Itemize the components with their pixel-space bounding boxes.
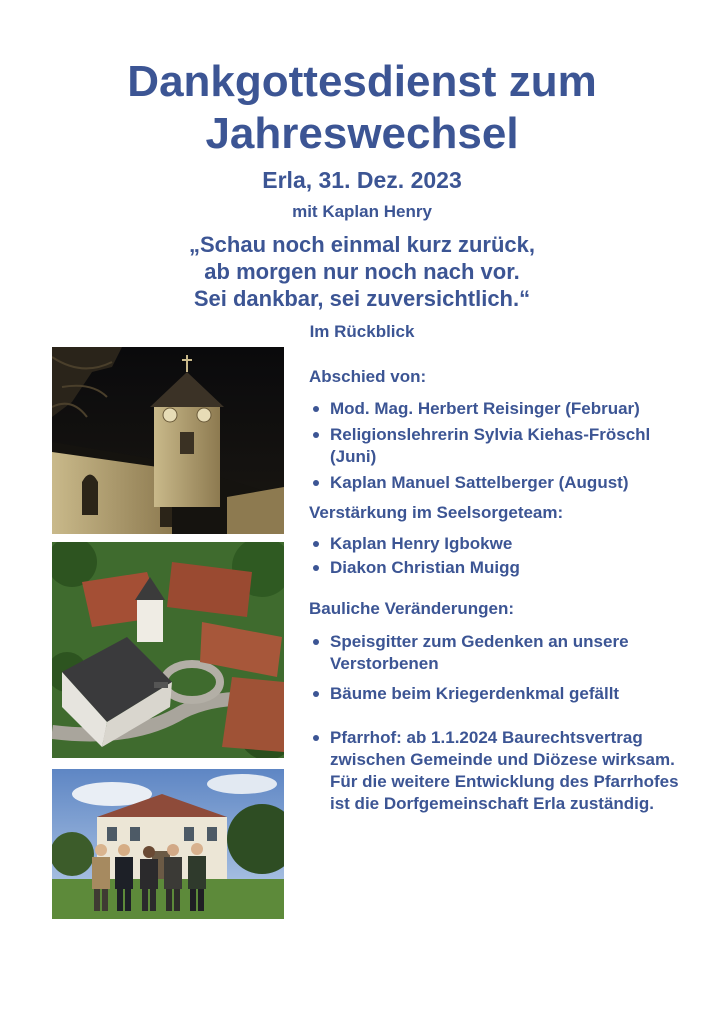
review-heading: Im Rückblick bbox=[309, 322, 415, 341]
quote-line-1: „Schau noch einmal kurz zurück, bbox=[189, 232, 535, 257]
list-item: Speisgitter zum Gedenken an unsere Verstorbenen bbox=[309, 631, 689, 675]
aerial-church-photo bbox=[52, 542, 284, 758]
farewell-heading: Abschied von: bbox=[309, 367, 427, 386]
team-heading: Verstärkung im Seelsorgeteam: bbox=[309, 503, 564, 522]
quote bbox=[0, 231, 724, 312]
title-line-1: Dankgottesdienst zum bbox=[127, 57, 597, 106]
list-item: Kaplan Manuel Sattelberger (August) bbox=[309, 472, 689, 494]
list-item: Diakon Christian Muigg bbox=[309, 557, 689, 579]
list-item: Pfarrhof: ab 1.1.2024 Baurechtsvertrag zwischen Gemeinde und Diözese wirksam. Für die weitere Entwicklung des Pfarrhofes ist die Dorfgemeinschaft Erla zuständig. bbox=[309, 727, 689, 815]
celebrant: mit Kaplan Henry bbox=[292, 202, 432, 221]
church-night-photo bbox=[52, 347, 284, 534]
team-list bbox=[309, 533, 689, 579]
quote-line-2: ab morgen nur noch nach vor. bbox=[204, 259, 520, 284]
list-item: Religionslehrerin Sylvia Kiehas-Fröschl (Juni) bbox=[309, 424, 689, 468]
page-title bbox=[0, 56, 724, 160]
rectory-group-photo bbox=[52, 769, 284, 919]
review-content bbox=[309, 366, 689, 815]
building-list bbox=[309, 631, 689, 815]
quote-line-3: Sei dankbar, sei zuversichtlich.“ bbox=[193, 286, 531, 311]
list-item: Mod. Mag. Herbert Reisinger (Februar) bbox=[309, 398, 689, 420]
farewell-list bbox=[309, 398, 689, 494]
building-heading: Bauliche Veränderungen: bbox=[309, 599, 514, 618]
list-item: Bäume beim Kriegerdenkmal gefällt bbox=[309, 683, 689, 705]
place-date: Erla, 31. Dez. 2023 bbox=[262, 167, 462, 193]
list-item: Kaplan Henry Igbokwe bbox=[309, 533, 689, 555]
title-line-2: Jahreswechsel bbox=[205, 109, 519, 158]
